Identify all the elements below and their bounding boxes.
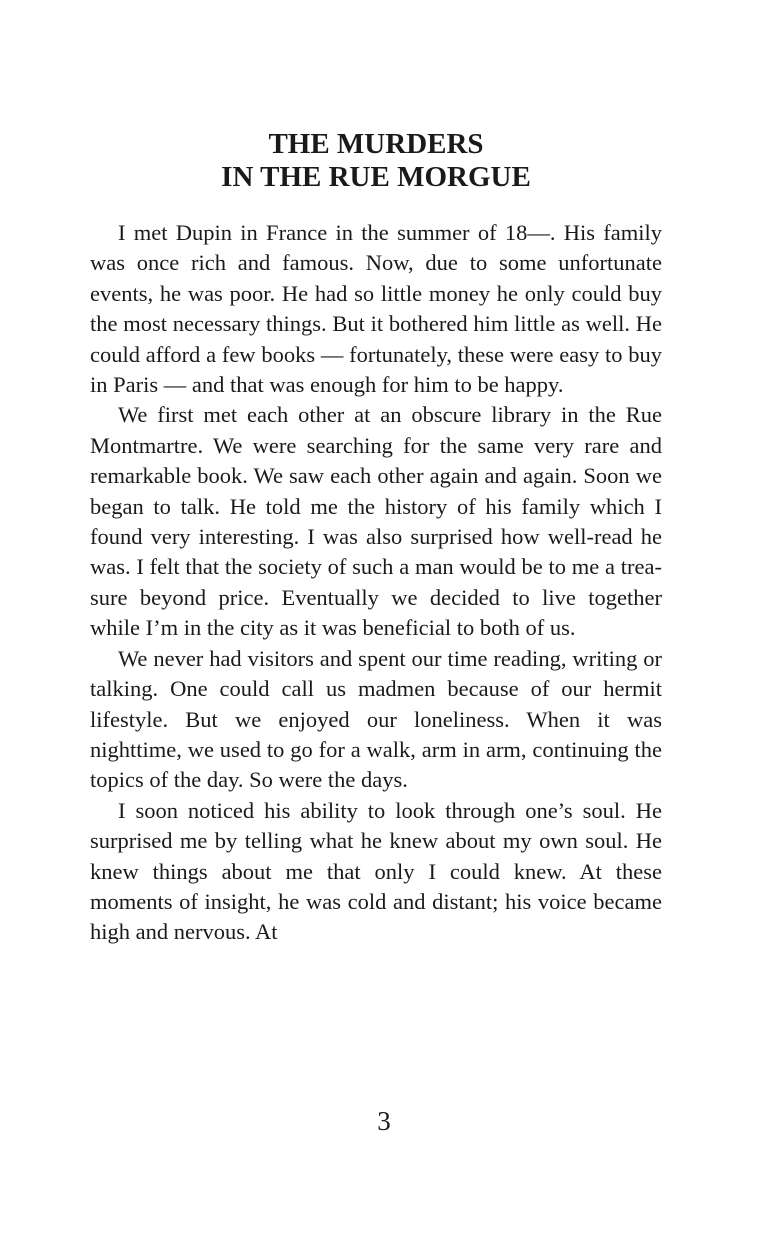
- paragraph-3: We never had visitors and spent our time reading, writing or talking. One could call us madmen because of our hermit lifestyle. But we enjoyed our loneliness. When it was nighttime, we used to go for a walk, arm in arm, continuing the topics of the day. So were the days.: [90, 645, 662, 793]
- paragraph-2: We first met each other at an obscure library in the Rue Montmartre. We were searching for the same very rare and remarkable book. We saw each other again and again. Soon we began to talk. He told me the history of his family which I found very interesting. I was also surprised how well-read he was. I felt that the society of such a man would be to me a treasure beyond price. Eventually we decided to live together while I’m in the city as it was beneficial to both of us.: [90, 402, 662, 641]
- page-content: [90, 128, 662, 948]
- paragraph-1: I met Dupin in France in the summer of 18—. His family was once rich and famous. Now, due to some unfortunate events, he was poor. He had so little money he only could buy the most necessary things. But it bothered him little as well. He could afford a few books — fortunately, these were easy to buy in Paris — and that was enough for him to be happy.: [90, 220, 662, 398]
- chapter-title-line-2: IN THE RUE MORGUE: [221, 161, 531, 193]
- chapter-body: [90, 218, 662, 948]
- chapter-title: [90, 128, 662, 194]
- chapter-title-line-1: THE MURDERS: [268, 128, 484, 160]
- page-number: 3: [377, 1106, 391, 1136]
- paragraph-4: I soon noticed his ability to look through one’s soul. He surprised me by telling what he knew about my own soul. He knew things about me that only I could knew. At these moments of insight, he was cold and distant; his voice became high and nervous. At: [90, 797, 662, 945]
